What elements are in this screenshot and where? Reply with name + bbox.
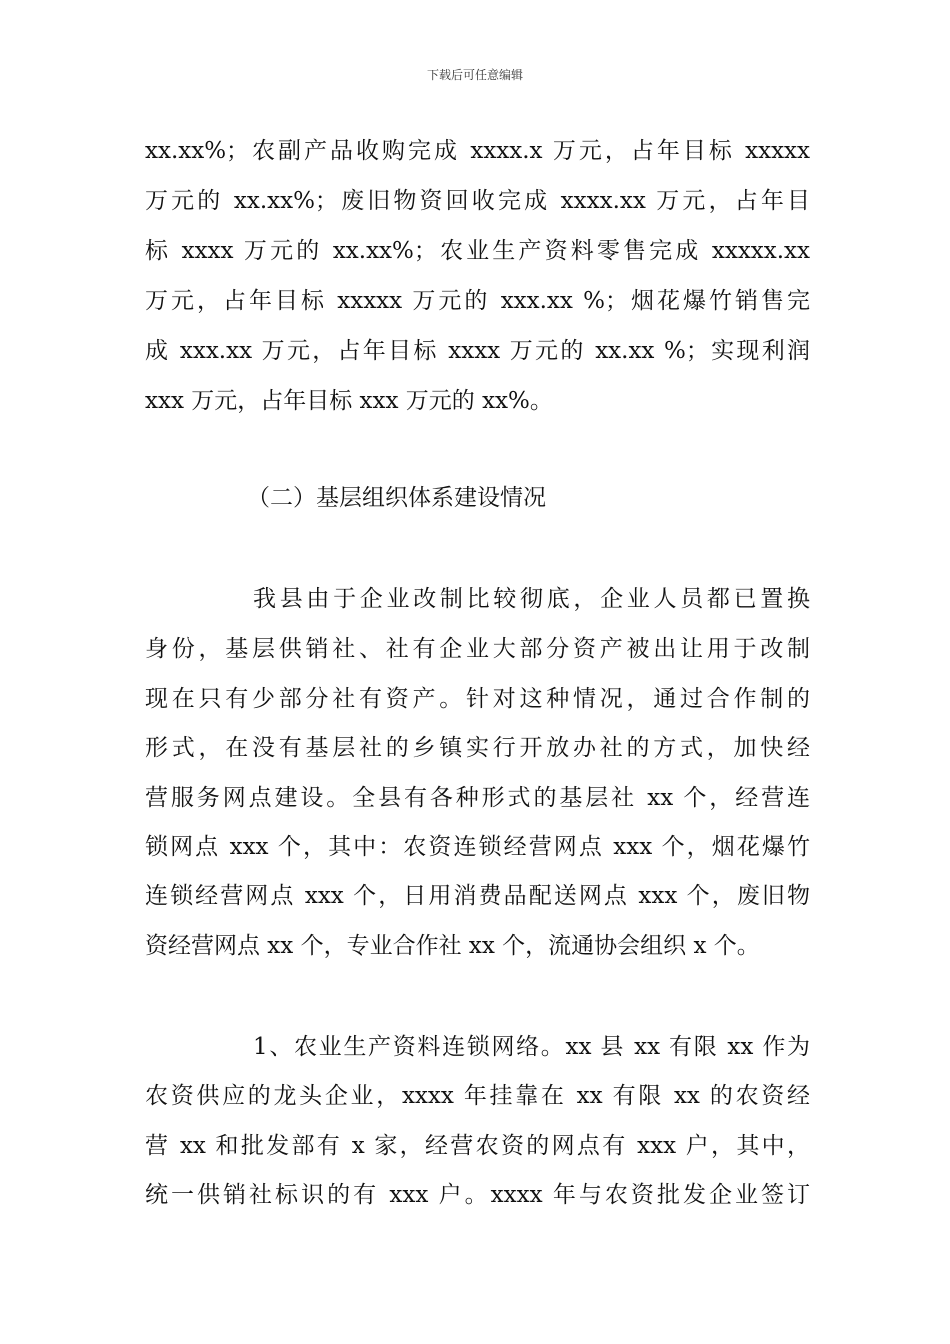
page-header: 下载后可任意编辑: [426, 68, 523, 82]
paragraph-line: 标 xxxx 万元的 xx.xx%；农业生产资料零售完成 xxxxx.xx: [145, 238, 810, 264]
paragraph-line: 农资供应的龙头企业，xxxx 年挂靠在 xx 有限 xx 的农资经: [145, 1083, 810, 1109]
paragraph-line: 万元，占年目标 xxxxx 万元的 xxx.xx %；烟花爆竹销售完: [145, 288, 810, 314]
paragraph-line: 连锁经营网点 xxx 个，日用消费品配送网点 xxx 个，废旧物: [145, 883, 810, 909]
paragraph-line: 1、农业生产资料连锁网络。xx 县 xx 有限 xx 作为: [253, 1034, 810, 1060]
paragraph-line: 身份，基层供销社、社有企业大部分资产被出让用于改制: [145, 636, 810, 662]
paragraph-line: 万元的 xx.xx%；废旧物资回收完成 xxxx.xx 万元，占年目: [145, 188, 810, 214]
paragraph-line: 形式，在没有基层社的乡镇实行开放办社的方式，加快经: [145, 735, 810, 761]
paragraph-line: 锁网点 xxx 个，其中：农资连锁经营网点 xxx 个，烟花爆竹: [145, 834, 810, 860]
section-heading: （二）基层组织体系建设情况: [247, 485, 546, 511]
paragraph-line: 营服务网点建设。全县有各种形式的基层社 xx 个，经营连: [145, 785, 810, 811]
paragraph-line: 我县由于企业改制比较彻底，企业人员都已置换: [253, 586, 810, 612]
paragraph-line: xx.xx%；农副产品收购完成 xxxx.x 万元，占年目标 xxxxx: [145, 138, 810, 164]
paragraph-line: 营 xx 和批发部有 x 家，经营农资的网点有 xxx 户，其中，: [145, 1133, 810, 1159]
paragraph-line: 资经营网点 xx 个，专业合作社 xx 个，流通协会组织 x 个。: [145, 933, 760, 959]
paragraph-line: 统一供销社标识的有 xxx 户。xxxx 年与农资批发企业签订: [145, 1182, 810, 1208]
paragraph-line: 成 xxx.xx 万元，占年目标 xxxx 万元的 xx.xx %；实现利润: [145, 338, 810, 364]
paragraph-line: xxx 万元，占年目标 xxx 万元的 xx%。: [145, 388, 553, 414]
paragraph-line: 现在只有少部分社有资产。针对这种情况，通过合作制的: [145, 686, 810, 712]
